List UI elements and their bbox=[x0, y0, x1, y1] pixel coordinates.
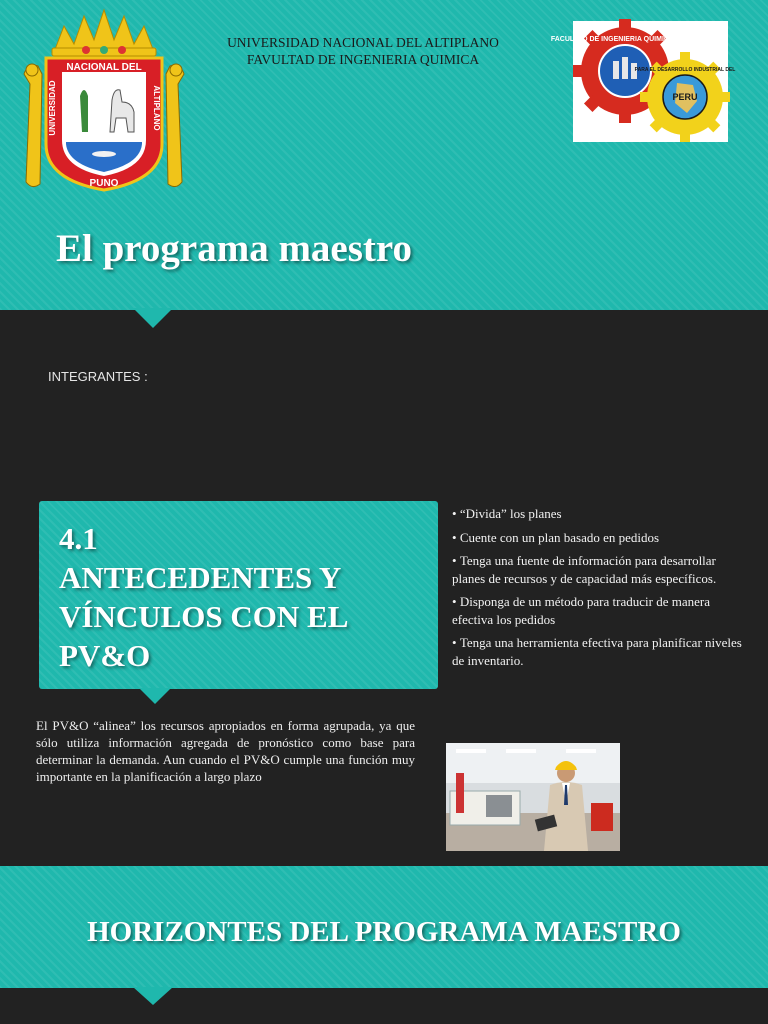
logo-left-bottom-text: PUNO bbox=[89, 178, 119, 189]
bottom-section-title: HORIZONTES DEL PROGRAMA MAESTRO bbox=[87, 916, 681, 948]
logo-left-side-text: UNIVERSIDAD bbox=[48, 80, 57, 136]
logo-left-side-text-right: ALTIPLANO bbox=[152, 85, 161, 131]
section-title bbox=[59, 519, 348, 675]
list-item: • Tenga una fuente de información para desarrollar planes de recursos y de capacidad más específicos. bbox=[452, 552, 742, 587]
section-title-line: ANTECEDENTES Y bbox=[59, 560, 342, 595]
university-header bbox=[200, 34, 526, 68]
section-title-box bbox=[39, 501, 438, 689]
list-item: • “Divida” los planes bbox=[452, 505, 742, 523]
body-paragraph: El PV&O “alinea” los recursos apropiados en forma agrupada, ya que sólo utiliza información agregada de pronóstico como base para determinar la demanda. Aun cuando el PV&O cumple una función muy importante en la planificación a largo plazo bbox=[36, 718, 415, 784]
section-title-line: VÍNCULOS CON EL bbox=[59, 599, 349, 634]
header-band bbox=[0, 0, 768, 310]
gear-seals-icon bbox=[550, 21, 736, 142]
logo-left-top-text: NACIONAL DEL bbox=[66, 62, 142, 73]
header-band-notch bbox=[133, 308, 173, 328]
page-title: El programa maestro bbox=[56, 227, 413, 270]
university-name: UNIVERSIDAD NACIONAL DEL ALTIPLANO bbox=[227, 35, 499, 50]
university-shield-icon bbox=[16, 4, 192, 194]
integrantes-label: INTEGRANTES : bbox=[48, 369, 148, 384]
section-box-notch bbox=[139, 688, 171, 704]
list-item: • Cuente con un plan basado en pedidos bbox=[452, 529, 742, 547]
list-item: • Tenga una herramienta efectiva para planificar niveles de inventario. bbox=[452, 634, 742, 669]
yellow-seal-text: PARA EL DESARROLLO INDUSTRIAL DEL bbox=[634, 67, 736, 73]
faculty-name: FAVULTAD DE INGENIERIA QUIMICA bbox=[246, 52, 480, 67]
section-title-line: 4.1 bbox=[59, 521, 98, 556]
bottom-band-notch bbox=[133, 987, 173, 1005]
list-item: • Disponga de un método para traducir de manera efectiva los pedidos bbox=[452, 593, 742, 628]
factory-engineer-photo bbox=[446, 743, 620, 851]
yellow-seal-center-text: PERU bbox=[672, 92, 698, 102]
section-title-line: PV&O bbox=[59, 638, 151, 673]
red-seal-text: FACULTAD DE INGENIERIA QUIMICA · UNA · bbox=[550, 36, 700, 43]
bottom-band bbox=[0, 866, 768, 988]
gear-seals-logo bbox=[550, 21, 736, 142]
bullet-list bbox=[452, 505, 742, 675]
